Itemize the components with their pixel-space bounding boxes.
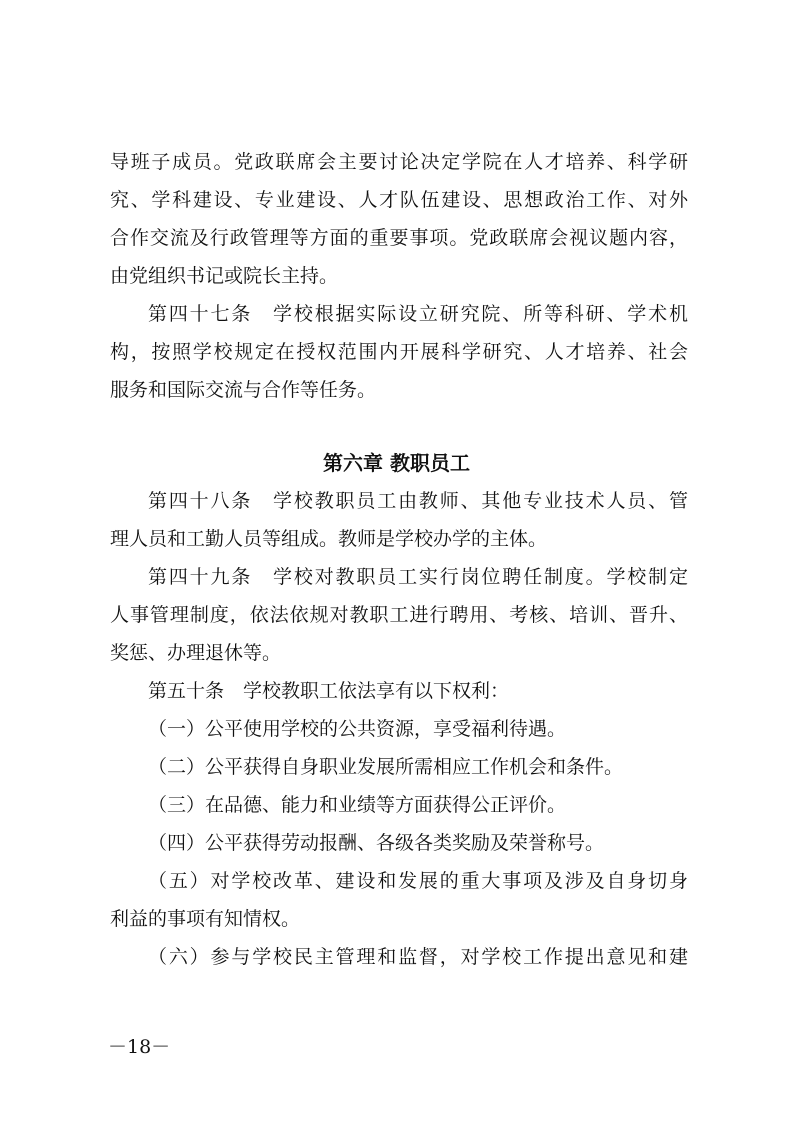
list-item: （四）公平获得劳动报酬、各级各类奖励及荣誉称号。: [148, 832, 605, 854]
page-number: －18－: [108, 1036, 171, 1058]
text-line: 由党组织书记或院长主持。: [110, 265, 339, 287]
article-50-line: 第五十条 学校教职工依法享有以下权利：: [148, 680, 510, 702]
chapter-title: 第六章 教职员工: [323, 451, 470, 475]
text-line: 服务和国际交流与合作等任务。: [110, 379, 377, 401]
article-48-line: 第四十八条 学校教职员工由教师、其他专业技术人员、管: [148, 490, 688, 512]
text-line: 奖惩、办理退休等。: [110, 642, 282, 664]
list-item: （五）对学校改革、建设和发展的重大事项及涉及自身切身: [148, 870, 688, 892]
list-item: （二）公平获得自身职业发展所需相应工作机会和条件。: [148, 756, 624, 778]
list-item: （一）公平使用学校的公共资源，享受福利待遇。: [148, 718, 567, 740]
text-line: 理人员和工勤人员等组成。教师是学校办学的主体。: [110, 528, 548, 550]
text-line: 导班子成员。党政联席会主要讨论决定学院在人才培养、科学研: [110, 151, 688, 173]
text-line: 构，按照学校规定在授权范围内开展科学研究、人才培养、社会: [110, 341, 688, 363]
text-line: 人事管理制度，依法依规对教职工进行聘用、考核、培训、晋升、: [110, 604, 688, 626]
text-line: 利益的事项有知情权。: [110, 908, 301, 930]
text-line: 究、学科建设、专业建设、人才队伍建设、思想政治工作、对外: [110, 189, 688, 211]
article-49-line: 第四十九条 学校对教职员工实行岗位聘任制度。学校制定: [148, 566, 688, 588]
article-47-line: 第四十七条 学校根据实际设立研究院、所等科研、学术机: [148, 303, 688, 325]
list-item: （六）参与学校民主管理和监督，对学校工作提出意见和建: [148, 946, 688, 968]
text-line: 合作交流及行政管理等方面的重要事项。党政联席会视议题内容，: [110, 227, 688, 249]
list-item: （三）在品德、能力和业绩等方面获得公正评价。: [148, 794, 567, 816]
